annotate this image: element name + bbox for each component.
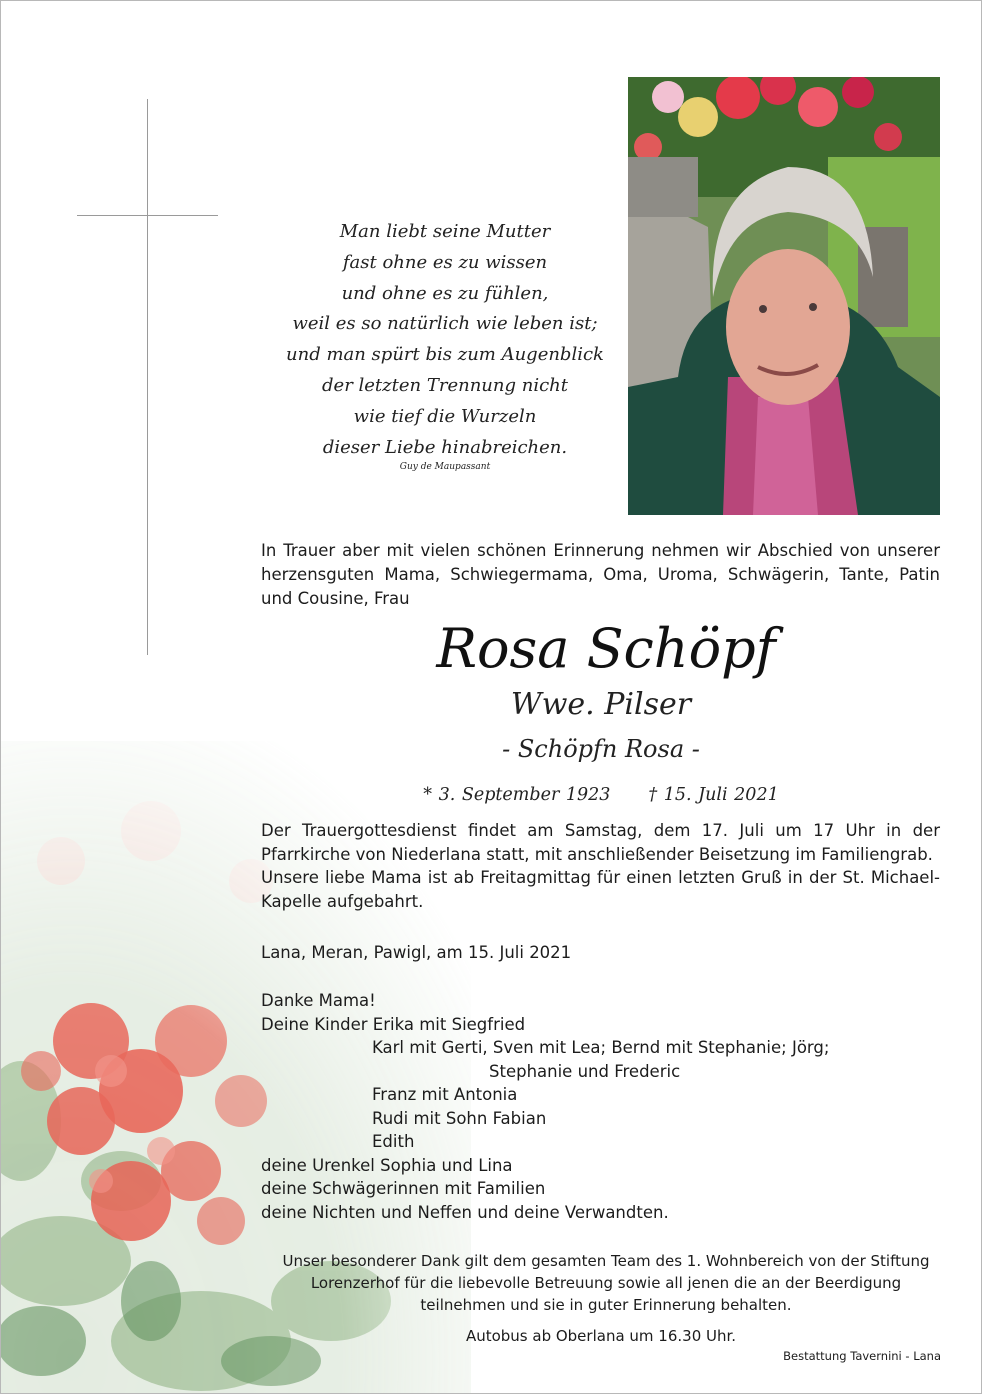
mourner-line: Deine Kinder Erika mit Siegfried [261, 1014, 526, 1034]
poem-line: wie tief die Wurzeln [353, 405, 537, 427]
poem-line: fast ohne es zu wissen [342, 251, 548, 273]
death-date: † 15. Juli 2021 [648, 785, 779, 805]
poem-line: und man spürt bis zum Augenblick [286, 344, 604, 366]
poem-author: Guy de Maupassant [399, 462, 491, 473]
laid-out-text: Unsere liebe Mama ist ab Freitagmittag für einen letzten Gruß in der St. Michael-Kapelle aufgebahrt. [261, 868, 940, 911]
poem-line: weil es so natürlich wie leben ist; [292, 313, 598, 335]
portrait-photo [628, 77, 940, 515]
funeral-info [261, 819, 940, 913]
poem [261, 217, 629, 473]
mourners-list [261, 989, 940, 1224]
birth-date: * 3. September 1923 [423, 785, 611, 805]
mourner-line: Danke Mama! [261, 991, 376, 1010]
mourner-line: Rudi mit Sohn Fabian [372, 1108, 547, 1128]
intro-text: In Trauer aber mit vielen schönen Erinnerung nehmen wir Abschied von unserer herzensguten Mama, Schwiegermama, Oma, Uroma, Schwägerin, Tante, Patin und Cousine, Frau [261, 541, 940, 608]
mourner-line: Franz mit Antonia [372, 1085, 518, 1104]
poem-line: und ohne es zu fühlen, [341, 282, 549, 304]
funeral-service-text: Der Trauergottesdienst findet am Samstag, dem 17. Juli um 17 Uhr in der Pfarrkirche von Niederlana statt, mit anschließender Beisetzung im Familiengrab. [261, 821, 940, 864]
mourner-line: Stephanie und Frederic [489, 1061, 681, 1081]
poem-line: der letzten Trennung nicht [322, 374, 568, 396]
mourner-line: deine Urenkel Sophia und Lina [261, 1155, 513, 1175]
cross-horizontal-bar [77, 215, 218, 216]
undertaker-credit: Bestattung Tavernini - Lana [783, 1349, 941, 1363]
life-dates [401, 781, 801, 809]
mourner-line: Karl mit Gerti, Sven mit Lea; Bernd mit Stephanie; Jörg; [372, 1038, 830, 1057]
mourner-line: deine Nichten und Neffen und deine Verwandten. [261, 1202, 669, 1222]
poem-line: Man liebt seine Mutter [339, 221, 551, 242]
bus-info: Autobus ab Oberlana um 16.30 Uhr. [465, 1327, 737, 1345]
deceased-widow-of: Wwe. Pilser [510, 687, 692, 722]
thanks-text: Unser besonderer Dank gilt dem gesamten Team des 1. Wohnbereich von der Stiftung Lorenzerhof für die liebevolle Betreuung sowie all jenen die an der Beerdigung teilnehmen und sie in guter Erinnerung behalten. [282, 1252, 930, 1314]
poem-line: dieser Liebe hinabreichen. [322, 436, 568, 458]
deceased-name: Rosa Schöpf [436, 617, 776, 680]
mourner-line: Edith [372, 1132, 415, 1151]
deceased-nickname: - Schöpfn Rosa - [502, 735, 700, 763]
place-date: Lana, Meran, Pawigl, am 15. Juli 2021 [261, 943, 572, 962]
mourner-line: deine Schwägerinnen mit Familien [261, 1179, 546, 1198]
cross-vertical-bar [147, 99, 148, 655]
